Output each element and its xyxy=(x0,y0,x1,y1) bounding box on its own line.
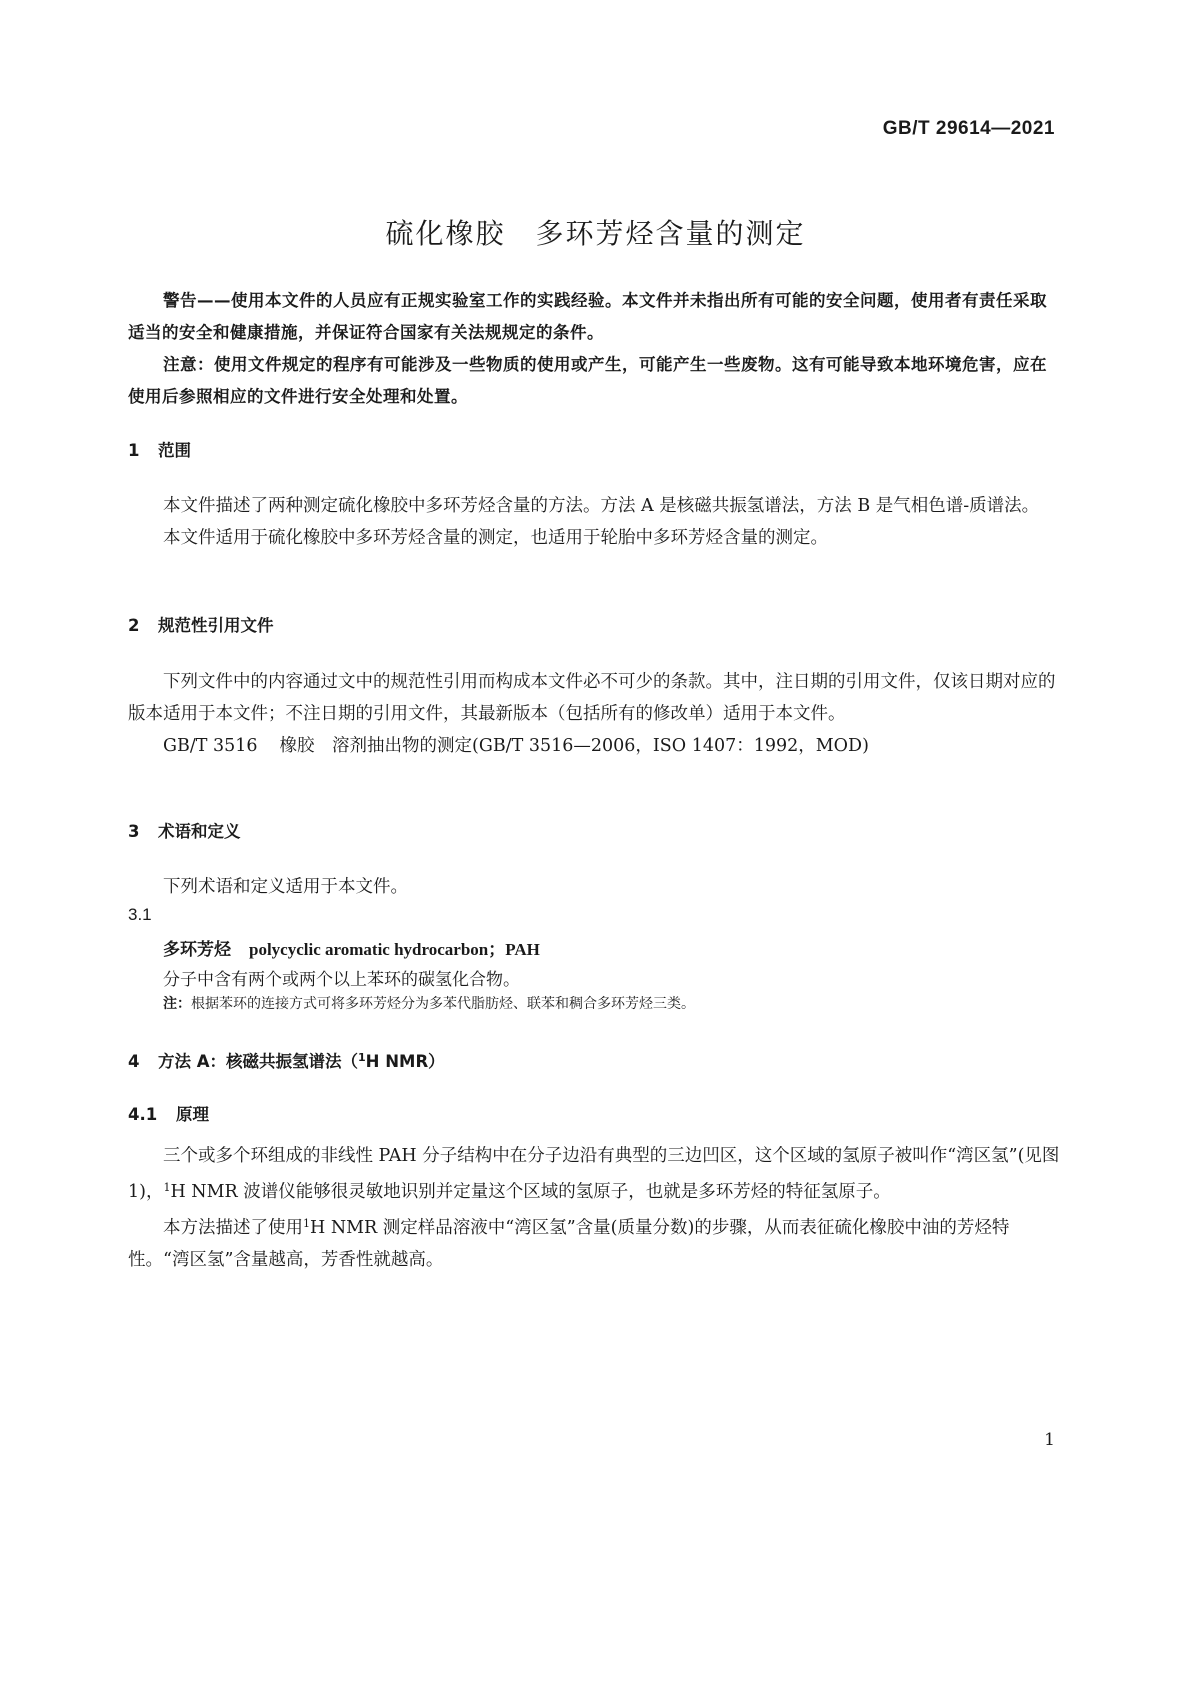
paragraph: 本文件适用于硫化橡胶中多环芳烃含量的测定，也适用于轮胎中多环芳烃含量的测定。 xyxy=(163,528,828,548)
subsection-title: 原理 xyxy=(176,1105,209,1124)
warning-block xyxy=(128,285,1063,413)
document-title xyxy=(0,212,1191,252)
standard-number: GB/T 29614—2021 xyxy=(882,118,1055,139)
text: 本方法描述了使用 xyxy=(163,1218,303,1238)
note-text: 根据苯环的连接方式可将多环芳烃分为多苯代脂肪烃、联苯和稠合多环芳烃三类。 xyxy=(191,996,695,1012)
term-entry xyxy=(163,935,540,960)
section-2-body xyxy=(128,666,1063,762)
section-4-heading xyxy=(128,1048,445,1072)
section-title-post: H NMR） xyxy=(365,1052,445,1071)
title-part-2: 多环芳烃含量的测定 xyxy=(535,217,806,250)
reference-code: GB/T 3516 xyxy=(163,736,258,756)
normative-reference xyxy=(128,730,1063,762)
notice-paragraph: 注意：使用文件规定的程序有可能涉及一些物质的使用或产生，可能产生一些废物。这有可能导致本地环境危害，应在使用后参照相应的文件进行安全处理和处置。 xyxy=(128,355,1047,406)
section-3-heading xyxy=(128,818,241,842)
section-number: 3 xyxy=(128,822,140,841)
term-note xyxy=(163,993,695,1013)
page-number: 1 xyxy=(1044,1430,1055,1450)
reference-title: 橡胶 溶剂抽出物的测定(GB/T 3516—2006，ISO 1407：1992，MOD) xyxy=(279,736,869,756)
paragraph xyxy=(128,1208,1063,1276)
superscript: 1 xyxy=(303,1217,310,1230)
section-3-intro xyxy=(128,871,1063,903)
paragraph xyxy=(128,1140,1063,1208)
section-title-pre: 方法 A：核磁共振氢谱法（ xyxy=(158,1052,359,1071)
text: 三个或多个环组成的非线性 PAH 分子结构中在分子边沿有典型的三边凹区，这个区域的氢原子被叫作“湾区氢”(见图 1)， xyxy=(128,1146,1060,1202)
term-english: polycyclic aromatic hydrocarbon；PAH xyxy=(249,940,540,959)
paragraph: 下列术语和定义适用于本文件。 xyxy=(163,877,408,897)
subsection-4-1-heading xyxy=(128,1101,209,1125)
term-number: 3.1 xyxy=(128,905,152,924)
term-definition: 分子中含有两个或两个以上苯环的碳氢化合物。 xyxy=(163,970,520,990)
title-part-1: 硫化橡胶 xyxy=(385,217,506,250)
paragraph: 本文件描述了两种测定硫化橡胶中多环芳烃含量的方法。方法 A 是核磁共振氢谱法，方法 B 是气相色谱-质谱法。 xyxy=(163,496,1040,516)
note-label: 注： xyxy=(163,996,191,1012)
text: H NMR 测定样品溶液中“湾区氢”含量(质量分数)的步骤，从而表征硫化橡胶中油的芳烃特性。“湾区氢”含量越高，芳香性就越高。 xyxy=(128,1218,1010,1270)
superscript: 1 xyxy=(163,1181,171,1194)
section-number: 2 xyxy=(128,616,140,635)
section-1-heading xyxy=(128,437,191,461)
text: H NMR 波谱仪能够很灵敏地识别并定量这个区域的氢原子，也就是多环芳烃的特征氢原子。 xyxy=(170,1182,891,1202)
warning-paragraph: 警告——使用本文件的人员应有正规实验室工作的实践经验。本文件并未指出所有可能的安全问题，使用者有责任采取适当的安全和健康措施，并保证符合国家有关法规规定的条件。 xyxy=(128,291,1047,342)
section-2-heading xyxy=(128,612,274,636)
superscript: 1 xyxy=(358,1051,366,1064)
section-title: 术语和定义 xyxy=(158,822,241,841)
section-title: 规范性引用文件 xyxy=(158,616,274,635)
section-title: 范围 xyxy=(158,441,191,460)
paragraph: 下列文件中的内容通过文中的规范性引用而构成本文件必不可少的条款。其中，注日期的引用文件，仅该日期对应的版本适用于本文件；不注日期的引用文件，其最新版本（包括所有的修改单）适用于本文件。 xyxy=(128,672,1056,724)
section-1-body xyxy=(128,490,1063,554)
term-chinese: 多环芳烃 xyxy=(163,940,231,960)
section-number: 1 xyxy=(128,441,140,460)
subsection-number: 4.1 xyxy=(128,1105,158,1124)
section-number: 4 xyxy=(128,1052,140,1071)
section-4-body xyxy=(128,1140,1063,1276)
